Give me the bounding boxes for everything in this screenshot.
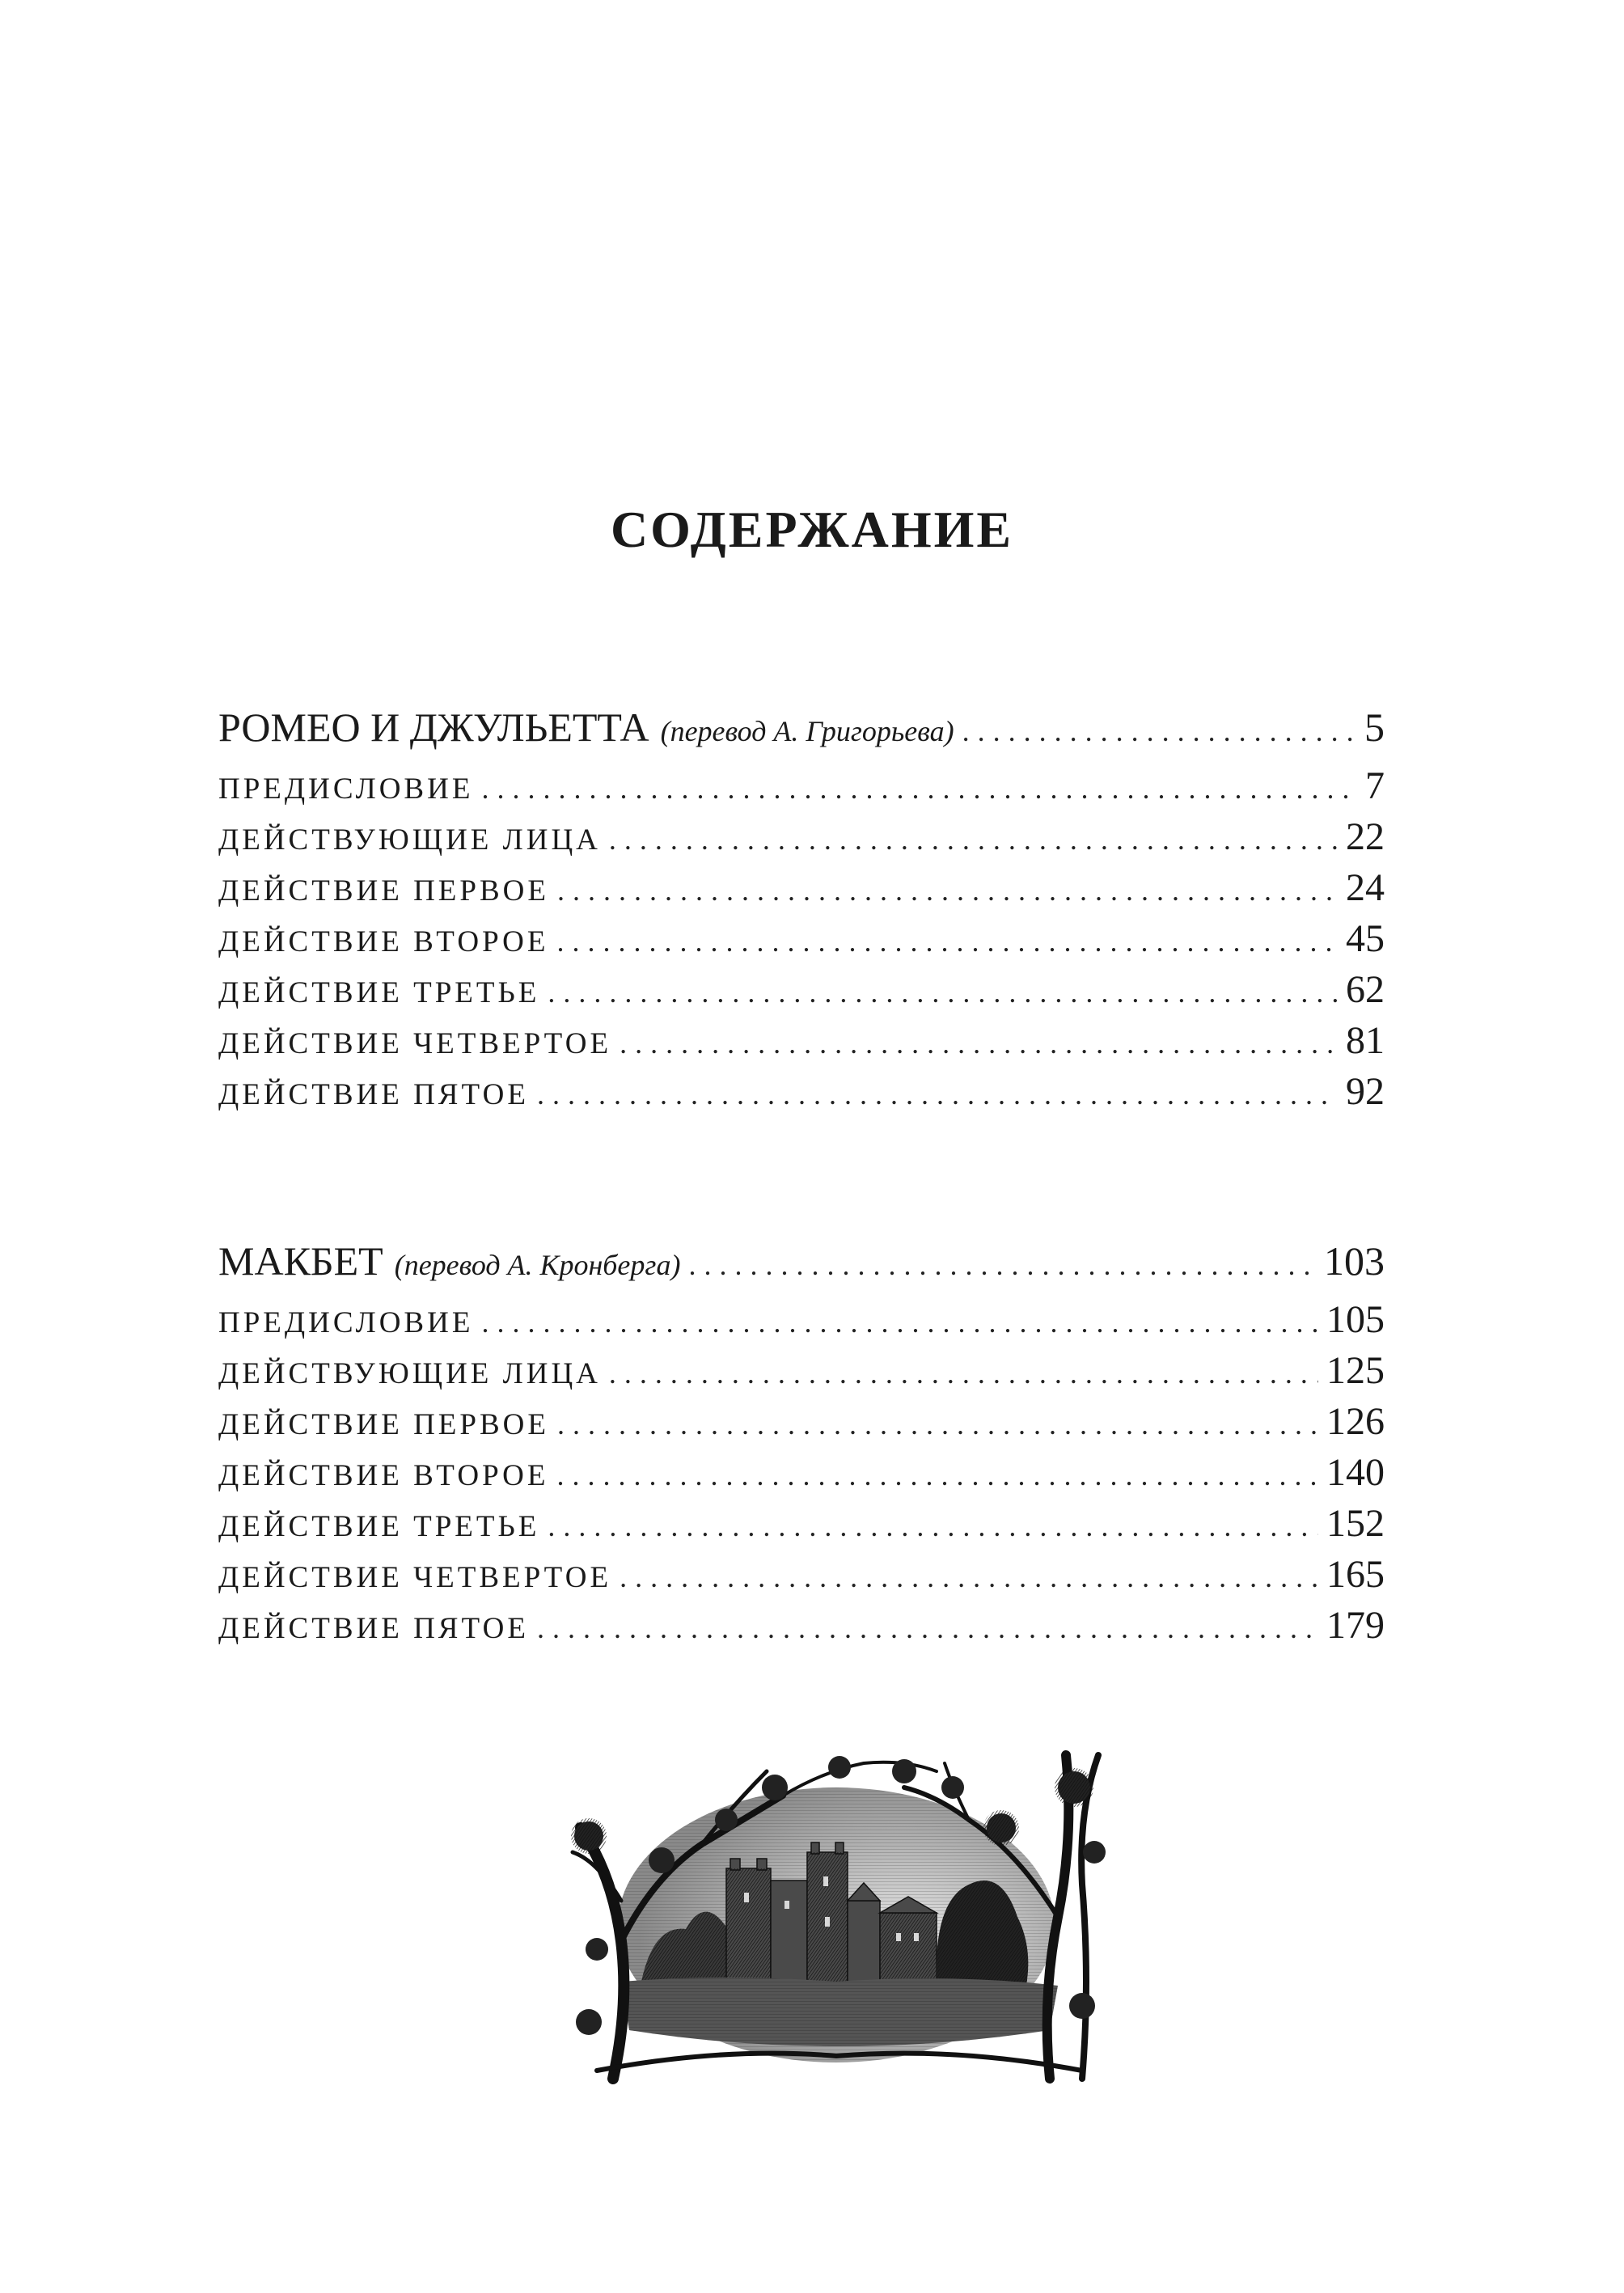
page-number: 179 bbox=[1326, 1604, 1385, 1647]
entry-label: ДЕЙСТВУЮЩИЕ ЛИЦА bbox=[218, 1357, 601, 1390]
translator-note: (перевод А. Кронберга) bbox=[394, 1249, 681, 1281]
dot-leader bbox=[548, 975, 1338, 1009]
entry-label: ДЕЙСТВИЕ ПЯТОЕ bbox=[218, 1612, 529, 1645]
dot-leader bbox=[537, 1611, 1318, 1645]
entry-label: ДЕЙСТВИЕ ЧЕТВЕРТОЕ bbox=[218, 1027, 612, 1060]
toc-entry[interactable] bbox=[218, 764, 1385, 814]
page-number: 5 bbox=[1364, 704, 1385, 750]
work-title: МАКБЕТ bbox=[218, 1238, 383, 1284]
dot-leader bbox=[557, 1407, 1318, 1441]
page-number: 45 bbox=[1346, 917, 1385, 960]
dot-leader bbox=[556, 924, 1338, 958]
toc-entry[interactable] bbox=[218, 916, 1385, 967]
entry-label: ДЕЙСТВУЮЩИЕ ЛИЦА bbox=[218, 823, 601, 857]
dot-leader bbox=[609, 1356, 1318, 1390]
page-number: 126 bbox=[1326, 1400, 1385, 1443]
toc-entry[interactable] bbox=[218, 967, 1385, 1018]
dot-leader bbox=[962, 714, 1356, 748]
entry-label: ПРЕДИСЛОВИЕ bbox=[218, 1306, 474, 1339]
entry-label: ДЕЙСТВИЕ ВТОРОЕ bbox=[218, 925, 549, 958]
toc-entry[interactable] bbox=[218, 1348, 1385, 1399]
page-number: 81 bbox=[1346, 1019, 1385, 1062]
toc-entry[interactable] bbox=[218, 1450, 1385, 1501]
page-number: 140 bbox=[1326, 1451, 1385, 1494]
dot-leader bbox=[688, 1248, 1316, 1282]
page-number: 7 bbox=[1365, 764, 1385, 807]
dot-leader bbox=[609, 823, 1338, 857]
entry-label: ДЕЙСТВИЕ ПЕРВОЕ bbox=[218, 874, 549, 907]
toc-entry[interactable] bbox=[218, 1603, 1385, 1654]
dot-leader bbox=[548, 1509, 1318, 1543]
entry-label: ДЕЙСТВИЕ ПЕРВОЕ bbox=[218, 1408, 549, 1441]
dot-leader bbox=[557, 874, 1338, 907]
dot-leader bbox=[620, 1560, 1318, 1594]
page-number: 152 bbox=[1326, 1502, 1385, 1545]
entry-label: ДЕЙСТВИЕ ПЯТОЕ bbox=[218, 1078, 529, 1111]
dot-leader bbox=[537, 1077, 1338, 1111]
page-number: 92 bbox=[1346, 1070, 1385, 1113]
translator-note: (перевод А. Григорьева) bbox=[660, 715, 954, 747]
page-number: 24 bbox=[1346, 866, 1385, 909]
page-number: 62 bbox=[1346, 968, 1385, 1011]
dot-leader bbox=[556, 1458, 1318, 1492]
dot-leader bbox=[481, 772, 1357, 806]
toc-entry[interactable] bbox=[218, 814, 1385, 865]
page-number: 22 bbox=[1346, 815, 1385, 858]
toc-work-entry[interactable] bbox=[218, 704, 1385, 764]
toc-entry[interactable] bbox=[218, 1069, 1385, 1120]
toc-entry[interactable] bbox=[218, 1501, 1385, 1552]
entry-label: ДЕЙСТВИЕ ТРЕТЬЕ bbox=[218, 976, 540, 1009]
entry-label: ДЕЙСТВИЕ ЧЕТВЕРТОЕ bbox=[218, 1561, 612, 1594]
page-number: 125 bbox=[1326, 1349, 1385, 1392]
toc-entry[interactable] bbox=[218, 1297, 1385, 1348]
entry-label: ДЕЙСТВИЕ ВТОРОЕ bbox=[218, 1459, 549, 1492]
dot-leader bbox=[481, 1305, 1318, 1339]
entry-label: ПРЕДИСЛОВИЕ bbox=[218, 772, 474, 806]
work-title: РОМЕО И ДЖУЛЬЕТТА bbox=[218, 704, 649, 750]
toc-entry[interactable] bbox=[218, 1018, 1385, 1069]
page-number: 105 bbox=[1326, 1298, 1385, 1341]
page-title: СОДЕРЖАНИЕ bbox=[610, 501, 1014, 558]
dot-leader bbox=[620, 1026, 1338, 1060]
toc-work-entry[interactable] bbox=[218, 1237, 1385, 1297]
toc-entry[interactable] bbox=[218, 1399, 1385, 1450]
castle-engraving-icon bbox=[565, 1739, 1108, 2088]
toc-entry[interactable] bbox=[218, 865, 1385, 916]
toc-section-romeo-and-juliet bbox=[218, 704, 1385, 1120]
page-number: 103 bbox=[1324, 1238, 1385, 1284]
toc-entry[interactable] bbox=[218, 1552, 1385, 1603]
entry-label: ДЕЙСТВИЕ ТРЕТЬЕ bbox=[218, 1510, 540, 1543]
toc-section-macbeth bbox=[218, 1237, 1385, 1654]
page-number: 165 bbox=[1326, 1553, 1385, 1596]
